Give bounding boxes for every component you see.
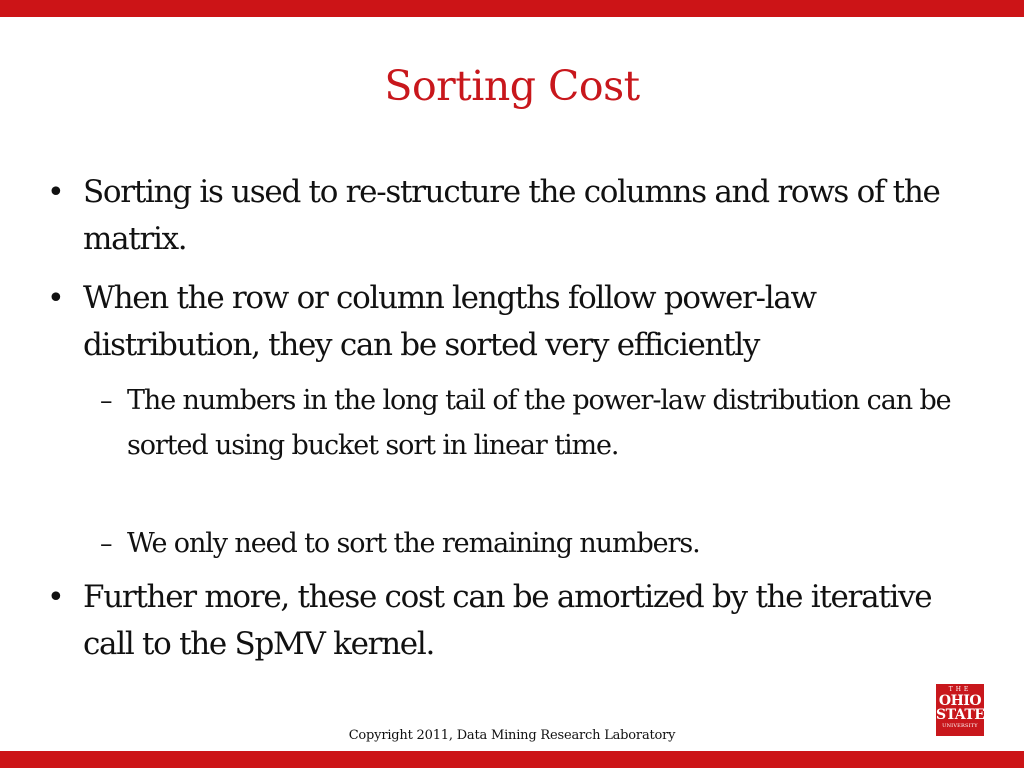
logo-state: STATE	[936, 707, 984, 723]
bullet-text: When the row or column lengths follow power-law distribution, they can be sorted very efficiently	[83, 280, 816, 363]
logo-ohio: OHIO	[938, 693, 982, 709]
copyright-footer: Copyright 2011, Data Mining Research Laboratory	[348, 728, 676, 743]
logo-the: THE	[948, 686, 972, 693]
sub-bullet-marker: –	[100, 529, 112, 558]
bullet-text: Sorting is used to re-structure the columns and rows of the matrix.	[83, 174, 940, 257]
bullet-text: Further more, these cost can be amortized by the iterative call to the SpMV kernel.	[83, 579, 932, 662]
bullet-item	[47, 574, 983, 668]
sub-bullet-item	[100, 378, 1007, 468]
bullet-item	[47, 169, 963, 263]
logo-university: UNIVERSITY	[942, 723, 978, 729]
sub-bullet-item	[100, 521, 987, 566]
sub-bullet-marker: –	[100, 386, 112, 415]
bullet-item	[47, 275, 998, 369]
bullet-marker: •	[47, 580, 64, 615]
bottom-accent-bar	[0, 751, 1024, 768]
sub-bullet-text: The numbers in the long tail of the power-law distribution can be sorted using bucket sort in linear time.	[127, 385, 951, 461]
top-accent-bar	[0, 0, 1024, 17]
slide-title: Sorting Cost	[384, 62, 640, 110]
sub-bullet-text: We only need to sort the remaining numbers.	[127, 528, 700, 559]
bullet-marker: •	[47, 281, 64, 316]
bullet-marker: •	[47, 175, 64, 210]
